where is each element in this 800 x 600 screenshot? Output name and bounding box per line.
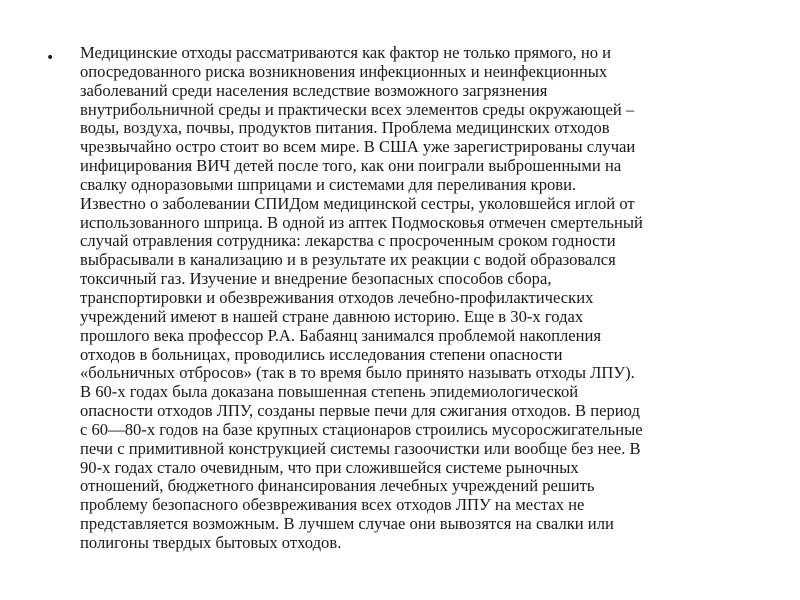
text-line: внутрибольничной среды и практически всех элементов среды окружающей – [80, 99, 635, 119]
text-line: прошлого века профессор Р.А. Бабаянц занимался проблемой накопления [80, 325, 602, 345]
text-line: 90-х годах стало очевидным, что при сложившейся системе рыночных [80, 457, 579, 477]
text-line: печи с примитивной конструкцией системы газоочистки или вообще без нее. В [80, 438, 641, 458]
text-line: инфицирования ВИЧ детей после того, как они поиграли выброшенными на [80, 156, 622, 176]
text-line: случай отравления сотрудника: лекарства с просроченным сроком годности [80, 231, 616, 251]
text-line: токсичный газ. Изучение и внедрение безопасных способов сбора, [80, 269, 552, 289]
text-line: опасности отходов ЛПУ, созданы первые печи для сжигания отходов. В период [80, 401, 640, 421]
text-line: проблему безопасного обезвреживания всех отходов ЛПУ на местах не [80, 495, 585, 515]
text-line: использованного шприца. В одной из аптек Подмосковья отмечен смертельный [80, 212, 643, 232]
text-line: выбрасывали в канализацию и в результате их реакции с водой образовался [80, 250, 616, 270]
text-line: В 60-х годах была доказана повышенная степень эпидемиологической [80, 382, 579, 402]
text-line: заболеваний среди населения вследствие возможного загрязнения [80, 80, 548, 100]
bullet-marker: • [46, 50, 55, 66]
text-line: чрезвычайно остро стоит во всем мире. В США уже зарегистрированы случаи [80, 137, 636, 157]
text-line: воды, воздуха, почвы, продуктов питания. Проблема медицинских отходов [80, 118, 610, 138]
text-line: свалку одноразовыми шприцами и системами для переливания крови. [80, 174, 577, 194]
bullet-paragraph [46, 44, 766, 553]
text-line: отходов в больницах, проводились исследования степени опасности [80, 344, 563, 364]
text-line: опосредованного риска возникновения инфекционных и неинфекционных [80, 61, 608, 81]
text-line: «больничных отбросов» (так в то время было принято называть отходы ЛПУ). [80, 363, 635, 383]
text-line: полигоны твердых бытовых отходов. [80, 532, 342, 552]
text-line: Известно о заболевании СПИДом медицинской сестры, уколовшейся иглой от [80, 193, 635, 213]
paragraph-text [80, 44, 766, 553]
text-line: учреждений имеют в нашей стране давнюю историю. Еще в 30-х годах [80, 306, 584, 326]
text-line: Медицинские отходы рассматриваются как фактор не только прямого, но и [80, 43, 612, 62]
text-line: транспортировки и обезвреживания отходов лечебно-профилактических [80, 287, 594, 307]
text-line: представляется возможным. В лучшем случае они вывозятся на свалки или [80, 514, 614, 534]
text-line: отношений, бюджетного финансирования лечебных учреждений решить [80, 476, 595, 496]
text-line: с 60—80-х годов на базе крупных стационаров строились мусоросжигательные [80, 419, 643, 439]
